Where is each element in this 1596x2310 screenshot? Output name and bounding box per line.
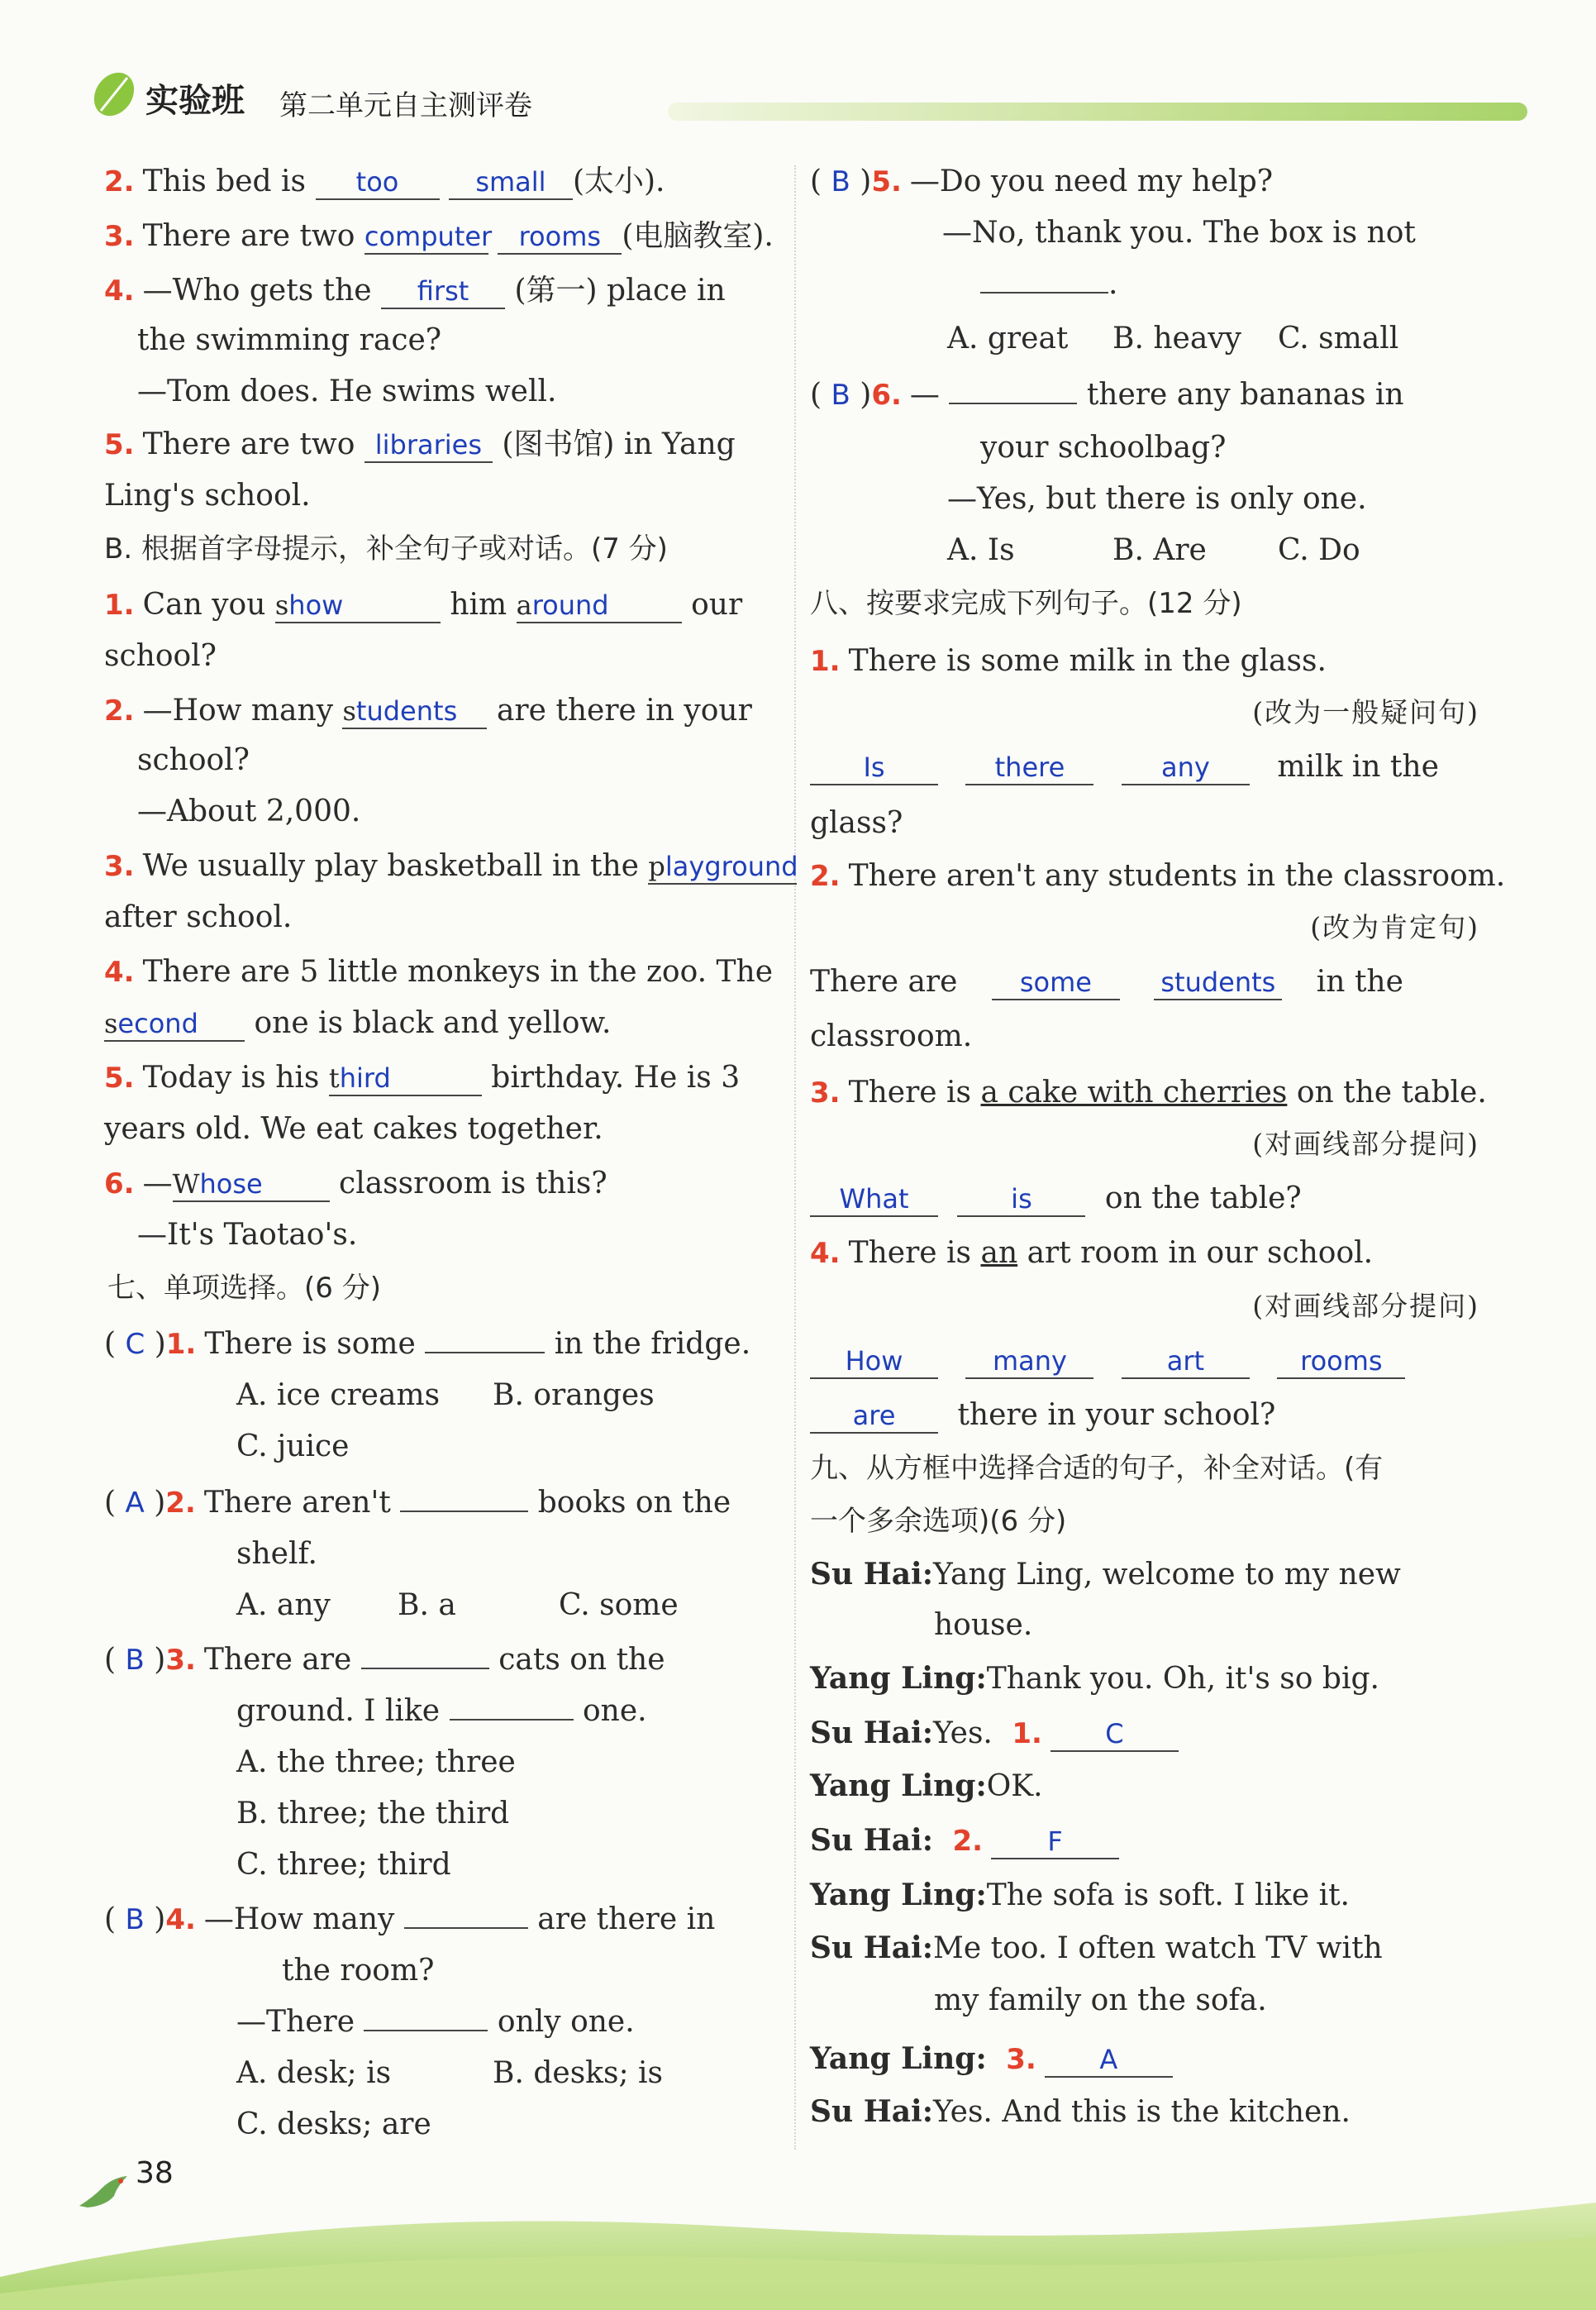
question-number: 4.	[104, 274, 135, 308]
option-a[interactable]: A. the three; three	[236, 1745, 516, 1779]
question-number: 5.	[104, 428, 135, 461]
answer-blank[interactable]	[980, 292, 1108, 294]
question-text: books on the	[537, 1486, 731, 1520]
answer-blank[interactable]	[400, 1511, 528, 1512]
answer-blank[interactable]: are	[810, 1399, 938, 1434]
header-decoration-bar	[668, 103, 1527, 121]
answer-blank[interactable]	[364, 2030, 488, 2031]
question-number: 6.	[871, 379, 902, 412]
answer-blank[interactable]	[361, 1668, 489, 1669]
question-text: cats on the	[498, 1643, 665, 1677]
instruction-note: (改为一般疑问句)	[1252, 696, 1479, 728]
option-c[interactable]: C. small	[1278, 322, 1399, 356]
options-row	[810, 319, 1479, 359]
rewrite-answer-4-line2	[810, 1396, 1479, 1435]
option-c[interactable]: C. some	[559, 1588, 679, 1622]
question-2	[104, 162, 778, 202]
answer-blank[interactable]	[104, 1007, 245, 1042]
answer-blank[interactable]: C	[1051, 1717, 1179, 1752]
question-b1	[104, 585, 778, 625]
question-text: There are two	[142, 219, 355, 253]
question-text: shelf.	[236, 1537, 317, 1571]
answer-blank[interactable]	[425, 1352, 545, 1353]
rewrite-answer-2	[810, 962, 1479, 1002]
option-b[interactable]: B. heavy	[1112, 322, 1241, 356]
option-b[interactable]: B. oranges	[493, 1378, 655, 1412]
question-text: —Yes, but there is only one.	[947, 482, 1367, 516]
speaker-name: Su Hai:	[810, 1557, 934, 1592]
answer-blank[interactable]	[275, 589, 441, 623]
section-heading: 八、按要求完成下列句子。(12 分)	[810, 587, 1242, 620]
underlined-part: a cake with cherries	[980, 1076, 1288, 1110]
question-text: —No, thank you. The box is not	[942, 216, 1416, 250]
question-number: 1.	[810, 645, 841, 678]
dialog-text: my family on the sofa.	[934, 1983, 1267, 2017]
options-row	[104, 1586, 778, 1625]
dialog-text: house.	[934, 1608, 1033, 1642]
dialog-line-8	[810, 2039, 1479, 2079]
dialog-line-7	[810, 1928, 1479, 1969]
answer-blank[interactable]: too	[316, 165, 440, 200]
instruction-note: (改为肯定句)	[1310, 911, 1479, 943]
question-number: 2.	[952, 1825, 984, 1858]
answer-blank[interactable]: is	[957, 1182, 1085, 1217]
answer-blank[interactable]: first	[381, 274, 505, 309]
question-text: one is black and yellow.	[254, 1006, 612, 1040]
question-text: There are	[810, 965, 958, 999]
option-a[interactable]: A. any	[236, 1588, 331, 1622]
answer-text: round	[531, 589, 609, 621]
answer-blank[interactable]	[648, 850, 797, 885]
dialog-text: Yang Ling, welcome to my new	[933, 1558, 1401, 1592]
question-text: There are 5 little monkeys in the zoo. The	[142, 955, 774, 989]
option-b[interactable]: B. Are	[1112, 533, 1207, 567]
rewrite-answer-4	[810, 1341, 1479, 1381]
answer-text: hose	[199, 1168, 263, 1200]
section-heading-cont: 一个多余选项)(6 分)	[810, 1505, 1067, 1538]
question-text: —How many	[142, 694, 334, 728]
initial-letter-hint: t	[328, 1062, 340, 1094]
rewrite-question-4	[810, 1234, 1479, 1273]
question-text: —Tom does. He swims well.	[137, 375, 557, 408]
speaker-name: Yang Ling:	[810, 2041, 987, 2076]
instruction-note: (对画线部分提问)	[1252, 1128, 1479, 1160]
options-row	[104, 1376, 778, 1415]
choice-question-6: ( B )6. — there any bananas in	[810, 378, 1404, 412]
answer-blank[interactable]: small	[449, 165, 573, 200]
question-c3-line2	[104, 1692, 778, 1731]
choice-question-3: ( B )3. There are cats on the	[104, 1643, 665, 1677]
question-text: There are	[203, 1643, 352, 1677]
dialog-text: Me too. I often watch TV with	[933, 1931, 1383, 1965]
question-number: 4.	[810, 1237, 841, 1270]
question-text: school?	[137, 743, 250, 777]
answer-text: hird	[339, 1062, 391, 1094]
answer-blank[interactable]	[342, 694, 487, 729]
option-a[interactable]: A. great	[947, 322, 1069, 356]
answer-blank[interactable]: How	[810, 1344, 938, 1379]
option-b[interactable]: B. desks; is	[493, 2056, 664, 2090]
option-a[interactable]: A. desk; is	[236, 2056, 392, 2090]
question-b3	[104, 847, 798, 886]
question-text: —About 2,000.	[137, 795, 361, 828]
question-text: in the	[1316, 965, 1403, 999]
choice-question-2: ( A )2. There aren't books on the	[104, 1486, 731, 1520]
question-number: 3.	[104, 850, 135, 883]
question-text: (太小).	[572, 165, 665, 198]
speaker-name: Yang Ling:	[810, 1768, 987, 1803]
speaker-name: Su Hai:	[810, 1931, 934, 1965]
question-text: birthday. He is 3	[491, 1061, 741, 1095]
dialog-line-3	[810, 1713, 1479, 1754]
question-number: 2.	[165, 1487, 196, 1520]
rewrite-question-3	[810, 1073, 1487, 1113]
question-text: school?	[104, 639, 217, 673]
rewrite-answer-3	[810, 1179, 1479, 1219]
choice-question-5: ( B )5. —Do you need my help?	[810, 165, 1274, 198]
question-number: 3.	[165, 1644, 196, 1677]
question-text: Can you	[142, 588, 266, 622]
question-number: 3.	[810, 1076, 841, 1110]
answer-blank[interactable]: libraries	[364, 428, 493, 463]
question-text: the room?	[282, 1954, 435, 1988]
question-text: —	[909, 378, 940, 412]
question-text: There is some milk in the glass.	[848, 644, 1327, 678]
answer-blank[interactable]: some	[992, 966, 1120, 1000]
question-number: 3.	[104, 220, 135, 253]
initial-letter-hint: s	[342, 695, 356, 727]
dialog-line-5	[810, 1821, 1479, 1861]
brand-name: 实验班	[145, 82, 245, 120]
section-heading: 九、从方框中选择合适的句子，补全对话。(有	[810, 1452, 1384, 1485]
answer-blank[interactable]: Is	[810, 751, 938, 785]
question-number: 5.	[871, 165, 902, 198]
question-b4	[104, 952, 778, 992]
rewrite-answer-1	[810, 747, 1479, 787]
option-a[interactable]: A. ice creams	[236, 1378, 441, 1412]
section-heading: 七、单项选择。(6 分)	[107, 1272, 381, 1305]
question-text: your schoolbag?	[980, 431, 1227, 465]
question-text: There is	[848, 1236, 972, 1270]
question-text: We usually play basketball in the	[142, 849, 639, 883]
choice-answer: A	[125, 1487, 145, 1520]
question-number: 4.	[165, 1903, 196, 1936]
question-text: There is	[848, 1076, 972, 1110]
section-heading: B. 根据首字母提示，补全句子或对话。(7 分)	[104, 532, 668, 566]
question-text: Ling's school.	[104, 479, 311, 513]
answer-blank[interactable]: computer	[364, 220, 488, 255]
choice-answer: B	[125, 1644, 145, 1677]
question-c5-blank: .	[810, 265, 1479, 304]
question-number: 5.	[104, 1062, 135, 1095]
option-b[interactable]: B. a	[398, 1588, 456, 1622]
answer-blank[interactable]: rooms	[498, 220, 622, 255]
answer-blank[interactable]	[450, 1719, 574, 1721]
question-b4-line2	[104, 1004, 778, 1043]
dialog-line-2	[810, 1659, 1479, 1699]
question-text: —How many	[203, 1902, 395, 1936]
answer-blank[interactable]: F	[991, 1825, 1119, 1859]
question-5	[104, 425, 778, 465]
question-text: classroom is this?	[339, 1167, 607, 1200]
initial-letter-hint: s	[104, 1008, 118, 1039]
choice-question-1: ( C )1. There is some in the fridge.	[104, 1327, 751, 1361]
footer-grass-decoration	[0, 2169, 1596, 2310]
speaker-name: Yang Ling:	[810, 1878, 987, 1912]
initial-letter-hint: W	[172, 1168, 200, 1200]
question-text: classroom.	[810, 1019, 973, 1053]
answer-blank[interactable]	[949, 403, 1077, 404]
answer-text: layground	[665, 851, 798, 882]
question-text: our	[691, 588, 743, 622]
question-text: There aren't any students in the classroom.	[848, 859, 1506, 893]
answer-blank[interactable]	[329, 1062, 482, 1096]
question-text: ground. I like	[236, 1694, 441, 1728]
question-text: —Who gets the	[142, 274, 372, 308]
question-text: after school.	[104, 900, 293, 934]
option-b[interactable]: B. three; the third	[236, 1797, 510, 1830]
question-text: glass?	[810, 806, 903, 840]
choice-answer: B	[831, 379, 850, 412]
answer-blank[interactable]: there	[965, 751, 1093, 785]
initial-letter-hint: a	[516, 589, 532, 621]
dialog-text: Thank you. Oh, it's so big.	[986, 1662, 1379, 1696]
speaker-name: Su Hai:	[810, 1716, 934, 1750]
question-text: There are two	[142, 427, 355, 461]
question-text: the swimming race?	[137, 323, 442, 357]
question-number: 1.	[1012, 1717, 1042, 1750]
bird-decoration-icon	[76, 2173, 134, 2212]
dialog-line-6	[810, 1875, 1479, 1916]
answer-blank[interactable]	[404, 1927, 528, 1929]
initial-letter-hint: p	[648, 851, 665, 882]
dialog-line-1	[810, 1554, 1479, 1595]
question-text: (第一) place in	[514, 274, 726, 308]
question-text: him	[450, 588, 507, 622]
choice-answer: C	[125, 1328, 145, 1361]
question-text: (电脑教室).	[622, 219, 774, 253]
question-number: 3.	[1006, 2043, 1036, 2076]
question-text: This bed is	[142, 165, 307, 198]
option-c[interactable]: C. desks; are	[236, 2107, 431, 2141]
question-c4-line3	[104, 2002, 778, 2042]
dialog-text: Yes. And this is the kitchen.	[933, 2095, 1351, 2129]
column-divider	[794, 165, 796, 2150]
initial-letter-hint: s	[274, 589, 289, 621]
rewrite-question-2	[810, 857, 1506, 896]
question-text: on the table?	[1104, 1181, 1302, 1215]
option-c[interactable]: C. juice	[236, 1429, 350, 1463]
question-b6	[104, 1164, 778, 1204]
rewrite-question-1	[810, 642, 1479, 681]
answer-blank[interactable]: rooms	[1277, 1344, 1405, 1379]
answer-blank[interactable]: What	[810, 1182, 938, 1217]
question-number: 2.	[810, 860, 841, 893]
speaker-name: Su Hai:	[810, 1823, 934, 1858]
dialog-text: Yes.	[933, 1716, 993, 1750]
underlined-part: an	[980, 1236, 1018, 1270]
question-text: one.	[582, 1694, 647, 1728]
question-text: —Do you need my help?	[909, 165, 1274, 198]
choice-answer: B	[831, 165, 850, 198]
answer-blank[interactable]: art	[1122, 1344, 1250, 1379]
question-text: milk in the	[1277, 750, 1439, 784]
question-text: on the table.	[1296, 1076, 1487, 1110]
answer-text: how	[288, 589, 344, 621]
answer-blank[interactable]: A	[1045, 2043, 1173, 2078]
question-text: —It's Taotao's.	[137, 1218, 358, 1252]
question-number: 6.	[104, 1167, 135, 1200]
dialog-text: The sofa is soft. I like it.	[986, 1878, 1350, 1912]
dialog-line-4	[810, 1766, 1479, 1806]
question-text: there in your school?	[957, 1398, 1276, 1432]
question-b2	[104, 691, 778, 731]
question-number: 2.	[104, 694, 135, 728]
answer-text: econd	[117, 1008, 198, 1039]
question-b5	[104, 1058, 778, 1098]
question-text: art room in our school.	[1027, 1236, 1374, 1270]
question-text: There is some	[204, 1327, 416, 1361]
question-number: 1.	[104, 589, 135, 622]
question-number: 4.	[104, 956, 135, 989]
question-3	[104, 217, 778, 256]
answer-blank[interactable]: any	[1122, 751, 1250, 785]
speaker-name: Yang Ling:	[810, 1661, 987, 1696]
answer-text: tudents	[355, 695, 458, 727]
question-4	[104, 271, 778, 311]
dialog-line-9	[810, 2092, 1479, 2132]
question-number: 1.	[165, 1328, 197, 1361]
option-c[interactable]: C. Do	[1278, 533, 1360, 567]
leaf-logo-icon	[89, 69, 139, 119]
speaker-name: Su Hai:	[810, 2094, 934, 2129]
question-text: there any bananas in	[1086, 378, 1404, 412]
instruction-note: (对画线部分提问)	[1252, 1290, 1479, 1322]
option-c[interactable]: C. three; third	[236, 1848, 451, 1882]
question-text: —There	[236, 2005, 355, 2039]
answer-blank[interactable]	[517, 589, 682, 623]
answer-blank[interactable]	[173, 1167, 330, 1202]
choice-question-4: ( B )4. —How many are there in	[104, 1902, 716, 1936]
question-text: —	[142, 1167, 173, 1200]
question-text: There aren't	[203, 1486, 391, 1520]
question-text: are there in your	[496, 694, 752, 728]
question-text: years old. We eat cakes together.	[104, 1112, 603, 1146]
question-text: (图书馆) in Yang	[502, 427, 736, 461]
question-number: 2.	[104, 165, 135, 198]
question-text: only one.	[497, 2005, 635, 2039]
options-row	[810, 531, 1479, 570]
page-number: 38	[136, 2156, 174, 2190]
question-text: Today is his	[142, 1061, 320, 1095]
answer-blank[interactable]: many	[965, 1344, 1093, 1379]
option-a[interactable]: A. Is	[947, 533, 1015, 567]
page-title: 第二单元自主测评卷	[279, 89, 532, 122]
answer-blank[interactable]: students	[1154, 966, 1282, 1000]
question-text: are there in	[537, 1902, 716, 1936]
dialog-text: OK.	[986, 1769, 1043, 1803]
choice-answer: B	[125, 1903, 145, 1936]
question-text: in the fridge.	[554, 1327, 751, 1361]
options-row	[104, 2054, 778, 2093]
